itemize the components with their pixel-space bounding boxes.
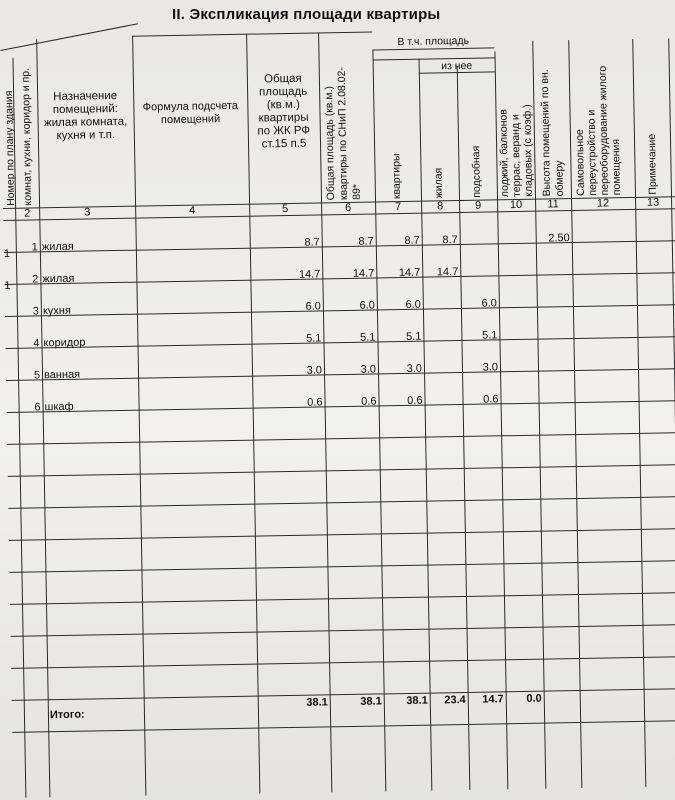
row-total: 5.1 [306,332,322,345]
header-formula-line2: помещений [160,113,221,127]
row-auxiliary: 0.6 [483,393,499,406]
row-apartment: 8.7 [404,234,420,247]
row-name: жилая [41,240,74,254]
row-number: 2 [32,273,39,286]
column-number: 11 [547,198,559,211]
header-purpose-line1: Назначение [53,89,118,104]
header-height-line1: Высота помещений по вн. [538,69,553,197]
header-total-snip-line1: Общая площадь (кв.м.) [323,85,338,201]
header-rebuild-line3: переоборудование жилого [596,65,611,196]
grid-line [36,39,50,797]
totals-loggia: 0.0 [526,692,542,705]
row-living [426,394,460,395]
column-number: 10 [509,198,523,212]
row-snip: 8.7 [358,235,374,248]
totals-auxiliary: 14.7 [482,693,504,706]
column-number: 8 [436,200,444,213]
header-total-zhk [249,72,318,151]
grid-line [632,39,646,787]
row-apartment: 5.1 [406,330,422,343]
grid-line [132,36,146,796]
column-number: 12 [596,197,610,210]
grid-line [419,59,433,791]
row-snip: 3.0 [360,363,377,376]
grid-line [9,560,675,573]
column-number: 9 [474,199,482,212]
header-rebuild-line4: помещения [609,138,623,196]
margin-mark: 1 [3,247,11,260]
header-living: жилая [432,167,446,199]
totals-snip: 38.1 [360,695,382,708]
totals-total: 38.1 [306,696,328,709]
row-auxiliary [462,233,496,234]
row-total: 14.7 [298,268,321,281]
column-number: 7 [394,201,402,214]
header-formula-line1: Формула подсчета [142,99,239,114]
row-total: 0.6 [307,396,323,409]
column-number: 2 [24,207,31,220]
column-number: 3 [84,206,91,219]
header-total-zhk-line3: (кв.м.) [266,98,301,112]
row-snip: 14.7 [352,267,375,280]
row-height [540,360,572,361]
row-height: 2.50 [548,232,570,245]
row-auxiliary: 5.1 [482,329,498,342]
grid-line [8,496,675,509]
row-name: кухня [42,304,71,318]
header-total-snip-line2: квартиры по СНиП 2.08.02- [335,66,351,201]
row-number: 6 [34,401,41,414]
row-number: 3 [32,305,40,318]
grid-line [11,624,675,637]
row-height [538,264,570,265]
totals-label: Итого: [49,708,85,722]
row-apartment: 6.0 [405,298,421,311]
header-rebuild-line2: переустройство и [585,109,599,196]
row-auxiliary [462,265,496,266]
row-living [426,362,460,363]
row-total: 8.7 [304,236,320,249]
header-total-snip-line3: 89* [350,183,364,200]
header-subgroup: из нее [441,59,473,73]
row-living: 8.7 [442,234,458,247]
row-living [425,330,459,331]
row-name: шкаф [44,400,74,414]
row-number: 5 [33,369,41,382]
header-height-line2: обмеру [553,160,566,197]
header-rebuild-line1: Самовольное [573,129,587,196]
grid-line [9,528,675,541]
header-group: В т.ч. площадь [397,34,470,49]
grid-line [10,592,675,605]
column-number: 13 [646,196,660,209]
explication-table [0,18,675,800]
page-title: II. Экспликация площади квартиры [172,6,441,23]
header-total-zhk-line6: ст.15 п.5 [261,137,307,151]
header-purpose-line2: помещений: [52,102,119,117]
grid-line [132,32,372,37]
row-number: 1 [31,241,38,254]
row-name: жилая [42,272,75,286]
header-loggia-line3: кладовых (с коэф.) [521,104,535,197]
row-height [539,296,571,297]
grid-line [457,66,471,790]
row-auxiliary: 3.0 [482,361,499,374]
grid-line [668,38,675,786]
row-snip: 0.6 [361,395,377,408]
grid-line [11,656,675,669]
header-total-zhk-line2: площадь [259,85,308,99]
totals-living: 23.4 [444,693,466,707]
header-formula [135,100,245,128]
row-snip: 5.1 [360,331,376,344]
row-name: коридор [43,336,86,350]
header-note: Примечание [645,133,659,195]
row-snip: 6.0 [359,299,375,312]
margin-mark: 1 [4,279,11,292]
header-loggia-line1: лоджий, балконов [497,109,511,198]
row-living [425,298,459,299]
column-number: 4 [189,204,196,217]
grid-line [372,49,386,791]
column-number: 6 [344,201,352,215]
grid-line [12,720,675,733]
row-apartment: 3.0 [406,362,423,375]
header-loggia-line2: террас, веранд и [509,114,523,198]
header-total-zhk-line4: квартиры [258,111,309,125]
row-living: 14.7 [436,266,459,279]
row-apartment: 0.6 [407,394,423,407]
row-height [539,328,571,329]
row-total: 6.0 [305,300,321,313]
header-total-zhk-line1: Общая [263,72,302,86]
row-apartment: 14.7 [398,266,421,280]
totals-apartment: 38.1 [406,694,428,708]
row-number: 4 [33,337,40,350]
header-purpose-line4: кухня и т.п. [56,129,116,143]
row-height [540,392,572,393]
header-purpose-line3: жилая комната, [43,115,128,130]
header-purpose [39,90,132,144]
header-total-zhk-line5: по ЖК РФ [257,124,311,138]
header-auxiliary: подсобная [470,145,483,198]
row-total: 3.0 [306,364,323,377]
row-name: ванная [43,368,81,382]
header-apartment: квартиры [390,153,404,200]
row-auxiliary: 6.0 [481,297,497,310]
column-number: 5 [282,202,289,216]
header-room-number-line1: Номер по плану здания [3,90,18,206]
grid-line [0,23,138,51]
header-room-number-line2: комнат, кухни, коридор и пр. [19,67,35,206]
